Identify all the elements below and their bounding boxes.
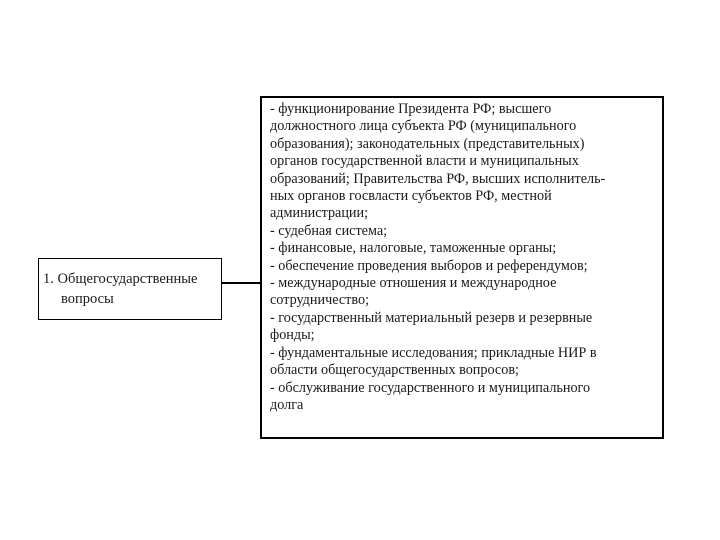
list-line: органов государственной власти и муниципальных	[270, 153, 579, 170]
list-line: - функционирование Президента РФ; высшего	[270, 101, 552, 117]
list-line: - государственный материальный резерв и резервные	[270, 309, 593, 326]
list-line: - фундаментальные исследования; прикладные НИР в	[270, 344, 597, 361]
category-box	[38, 258, 222, 320]
list-line: - судебная система;	[270, 222, 388, 239]
list-line: - обеспечение проведения выборов и референдумов;	[270, 257, 588, 274]
list-line: администрации;	[270, 205, 369, 222]
category-title-line-1: 1. Общегосударственные	[43, 271, 198, 287]
list-line: фонды;	[270, 327, 315, 344]
connector-line	[222, 282, 262, 284]
list-line: области общегосударственных вопросов;	[270, 362, 519, 379]
expenditure-list-box	[260, 96, 664, 439]
list-line: образований; Правительства РФ, высших исполнитель-	[270, 170, 606, 187]
list-line: образования); законодательных (представительных)	[270, 135, 585, 152]
list-line: - финансовые, налоговые, таможенные органы;	[270, 240, 557, 257]
list-line: долга	[270, 396, 304, 413]
list-line: должностного лица субъекта РФ (муниципального	[270, 118, 577, 135]
category-title-line-2: вопросы	[61, 291, 114, 307]
list-line: - международные отношения и международное	[270, 275, 557, 292]
list-line: ных органов госвласти субъектов РФ, местной	[270, 188, 552, 205]
list-line: - обслуживание государственного и муниципального	[270, 379, 591, 396]
list-line: сотрудничество;	[270, 292, 370, 309]
